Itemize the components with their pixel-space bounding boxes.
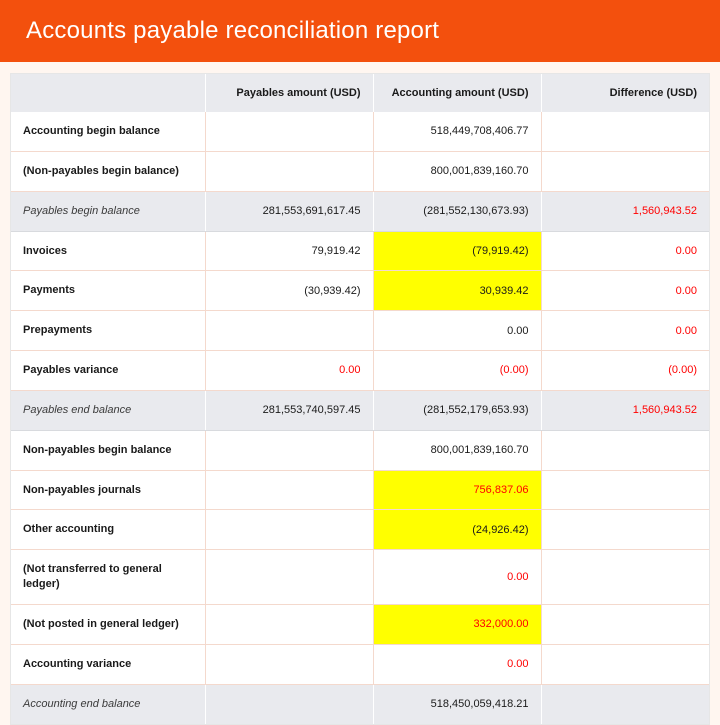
cell-difference [541,604,709,644]
cell-payables-amount: (30,939.42) [205,271,373,311]
cell-difference: (0.00) [541,351,709,391]
cell-difference: 1,560,943.52 [541,390,709,430]
cell-payables-amount: 281,553,691,617.45 [205,191,373,231]
table-row [11,231,709,271]
table-row [11,430,709,470]
cell-payables-amount [205,112,373,151]
cell-payables-amount [205,510,373,550]
cell-difference: 1,560,943.52 [541,191,709,231]
table-row [11,550,709,605]
column-header-difference: Difference (USD) [541,74,709,112]
cell-accounting-amount: (0.00) [373,351,541,391]
row-label: Non-payables begin balance [11,430,205,470]
cell-payables-amount [205,644,373,684]
cell-accounting-amount: 800,001,839,160.70 [373,151,541,191]
row-label: Payables begin balance [11,191,205,231]
cell-difference: 0.00 [541,271,709,311]
cell-payables-amount: 0.00 [205,351,373,391]
cell-accounting-amount: 0.00 [373,550,541,605]
row-label: Prepayments [11,311,205,351]
cell-payables-amount [205,550,373,605]
cell-accounting-amount: (281,552,130,673.93) [373,191,541,231]
table-row [11,191,709,231]
row-label: Accounting variance [11,644,205,684]
row-label: Payments [11,271,205,311]
cell-payables-amount [205,470,373,510]
cell-accounting-amount: 518,449,708,406.77 [373,112,541,151]
row-label: (Not posted in general ledger) [11,604,205,644]
cell-difference [541,112,709,151]
cell-accounting-amount: 756,837.06 [373,470,541,510]
cell-accounting-amount: (24,926.42) [373,510,541,550]
report-header [0,0,720,62]
cell-accounting-amount: 800,001,839,160.70 [373,430,541,470]
table-row [11,510,709,550]
cell-payables-amount [205,430,373,470]
table-body [11,112,709,724]
cell-payables-amount [205,684,373,723]
cell-accounting-amount: 0.00 [373,311,541,351]
cell-payables-amount [205,151,373,191]
table-row [11,112,709,151]
cell-payables-amount: 281,553,740,597.45 [205,390,373,430]
table-row [11,644,709,684]
cell-difference [541,644,709,684]
cell-accounting-amount: (79,919.42) [373,231,541,271]
cell-difference [541,684,709,723]
row-label: Payables variance [11,351,205,391]
table-row [11,351,709,391]
cell-payables-amount: 79,919.42 [205,231,373,271]
row-label: Payables end balance [11,390,205,430]
row-label: Accounting end balance [11,684,205,723]
table-row [11,311,709,351]
cell-difference [541,510,709,550]
cell-difference [541,151,709,191]
column-header-accounting-amount: Accounting amount (USD) [373,74,541,112]
cell-payables-amount [205,604,373,644]
column-header-payables-amount: Payables amount (USD) [205,74,373,112]
table-row [11,390,709,430]
cell-difference: 0.00 [541,311,709,351]
table-row [11,684,709,723]
cell-difference [541,430,709,470]
table-header-row [11,74,709,112]
table-header [11,74,709,112]
row-label: Non-payables journals [11,470,205,510]
cell-difference [541,550,709,605]
cell-difference [541,470,709,510]
reconciliation-table [11,74,709,724]
cell-accounting-amount: (281,552,179,653.93) [373,390,541,430]
table-row [11,271,709,311]
page-title: Accounts payable reconciliation report [26,17,440,44]
cell-difference: 0.00 [541,231,709,271]
cell-accounting-amount: 518,450,059,418.21 [373,684,541,723]
cell-accounting-amount: 332,000.00 [373,604,541,644]
table-row [11,604,709,644]
cell-accounting-amount: 0.00 [373,644,541,684]
row-label: (Not transferred to general ledger) [11,550,205,605]
row-label: Invoices [11,231,205,271]
row-label: Accounting begin balance [11,112,205,151]
table-row [11,151,709,191]
cell-payables-amount [205,311,373,351]
column-header-blank [11,74,205,112]
table-row [11,470,709,510]
row-label: Other accounting [11,510,205,550]
cell-accounting-amount: 30,939.42 [373,271,541,311]
row-label: (Non-payables begin balance) [11,151,205,191]
reconciliation-table-container [10,73,710,725]
